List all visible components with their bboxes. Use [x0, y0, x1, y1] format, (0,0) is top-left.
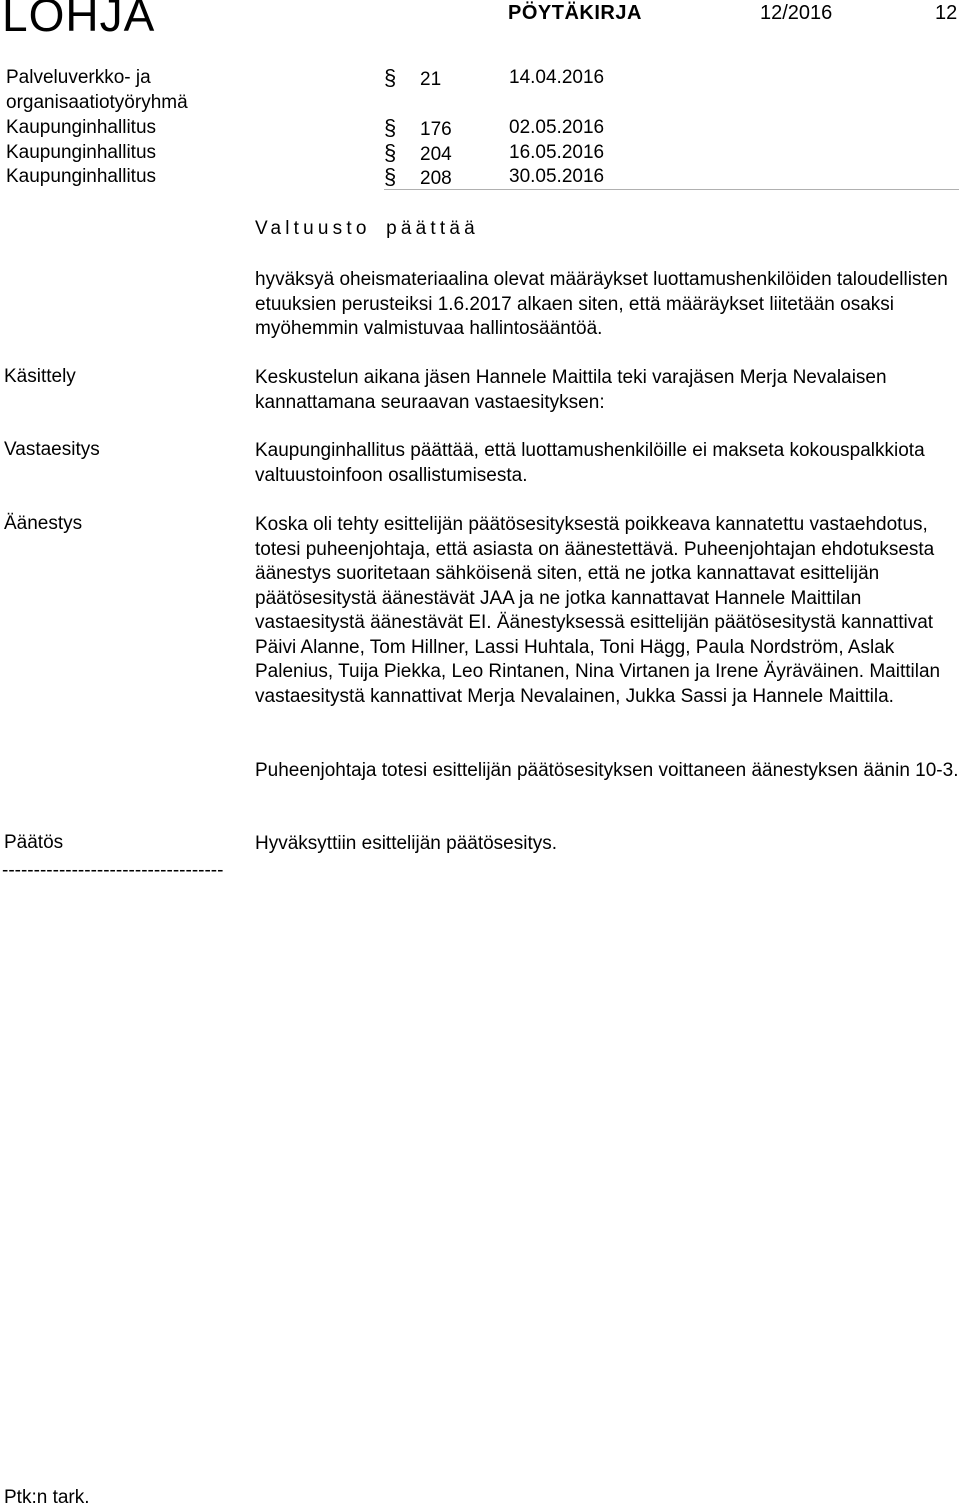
footer-initials-note: Ptk:n tark. — [4, 1487, 90, 1508]
history-org: Kaupunginhallitus — [6, 142, 157, 163]
history-org: Palveluverkko- ja — [6, 67, 151, 88]
lohja-logo: LOHJA — [2, 0, 156, 41]
history-divider — [384, 189, 959, 190]
decision-heading: Valtuusto päättää — [255, 218, 479, 239]
aanestys-text: Koska oli tehty esittelijän päätösesityksestä poikkeava kannatettu vastaehdotus, totesi puheenjohtaja, että asiasta on äänestettävä. Puheenjohtajan ehdotuksesta äänestys suoritetaan sähköisenä siten, että ne jotka kannattavat esittelijän päätösesitystä äänestävät JAA ja ne jotka kannattavat Hannele Maittilan vastaesitystä äänestävät EI. Äänestyksessä esittelijän päätösesitystä kannattivat Päivi Alanne, Tom Hillner, Lassi Huhtala, Toni Hägg, Paula Nordström, Aslak Palenius, Tuija Piekka, Leo Rintanen, Nina Virtanen ja Irene Äyräväinen. Maittilan vastaesitystä kannattivat Merja Nevalainen, Jukka Sassi ja Hannele Maittila. — [255, 514, 941, 707]
vastaesitys-text: Kaupunginhallitus päättää, että luottamushenkilöille ei makseta kokouspalkkiota valtuustoinfoon osallistumisesta. — [255, 440, 925, 486]
history-section — [384, 66, 441, 93]
history-section-number: 176 — [420, 119, 452, 140]
paatos-text: Hyväksyttiin esittelijän päätösesitys. — [255, 833, 558, 854]
section-sign-icon: § — [384, 140, 397, 165]
document-type: PÖYTÄKIRJA — [508, 2, 642, 24]
history-org-continued: organisaatiotyöryhmä — [6, 92, 188, 113]
history-date: 14.04.2016 — [509, 67, 605, 88]
history-section-number: 21 — [420, 69, 442, 90]
aanestys-result: Puheenjohtaja totesi esittelijän päätösesityksen voittaneen äänestyksen äänin 10-3. — [255, 760, 959, 781]
section-label-aanestys: Äänestys — [4, 513, 83, 534]
history-section — [384, 116, 452, 143]
section-sign-icon: § — [384, 164, 397, 189]
history-org: Kaupunginhallitus — [6, 166, 157, 187]
history-section-number: 208 — [420, 168, 452, 189]
history-date: 02.05.2016 — [509, 117, 605, 138]
section-label-paatos: Päätös — [4, 832, 64, 853]
section-label-kasittely: Käsittely — [4, 366, 76, 387]
history-date: 16.05.2016 — [509, 142, 605, 163]
section-sign-icon: § — [384, 65, 397, 90]
history-section-number: 204 — [420, 144, 452, 165]
page-number: 12 — [935, 2, 958, 24]
document-number: 12/2016 — [760, 2, 833, 24]
history-org: Kaupunginhallitus — [6, 117, 157, 138]
separator-line: ----------------------------------- — [2, 860, 224, 881]
section-label-vastaesitys: Vastaesitys — [4, 439, 100, 460]
proposal-text: hyväksyä oheismateriaalina olevat määräykset luottamushenkilöiden taloudellisten etuuksien perusteiksi 1.6.2017 alkaen siten, että määräykset liitetään osaksi myöhemmin valmistuvaa hallintosääntöä. — [255, 269, 948, 339]
history-section — [384, 165, 452, 192]
section-sign-icon: § — [384, 115, 397, 140]
history-date: 30.05.2016 — [509, 166, 605, 187]
kasittely-text: Keskustelun aikana jäsen Hannele Maittila teki varajäsen Merja Nevalaisen kannattamana seuraavan vastaesityksen: — [255, 367, 887, 413]
